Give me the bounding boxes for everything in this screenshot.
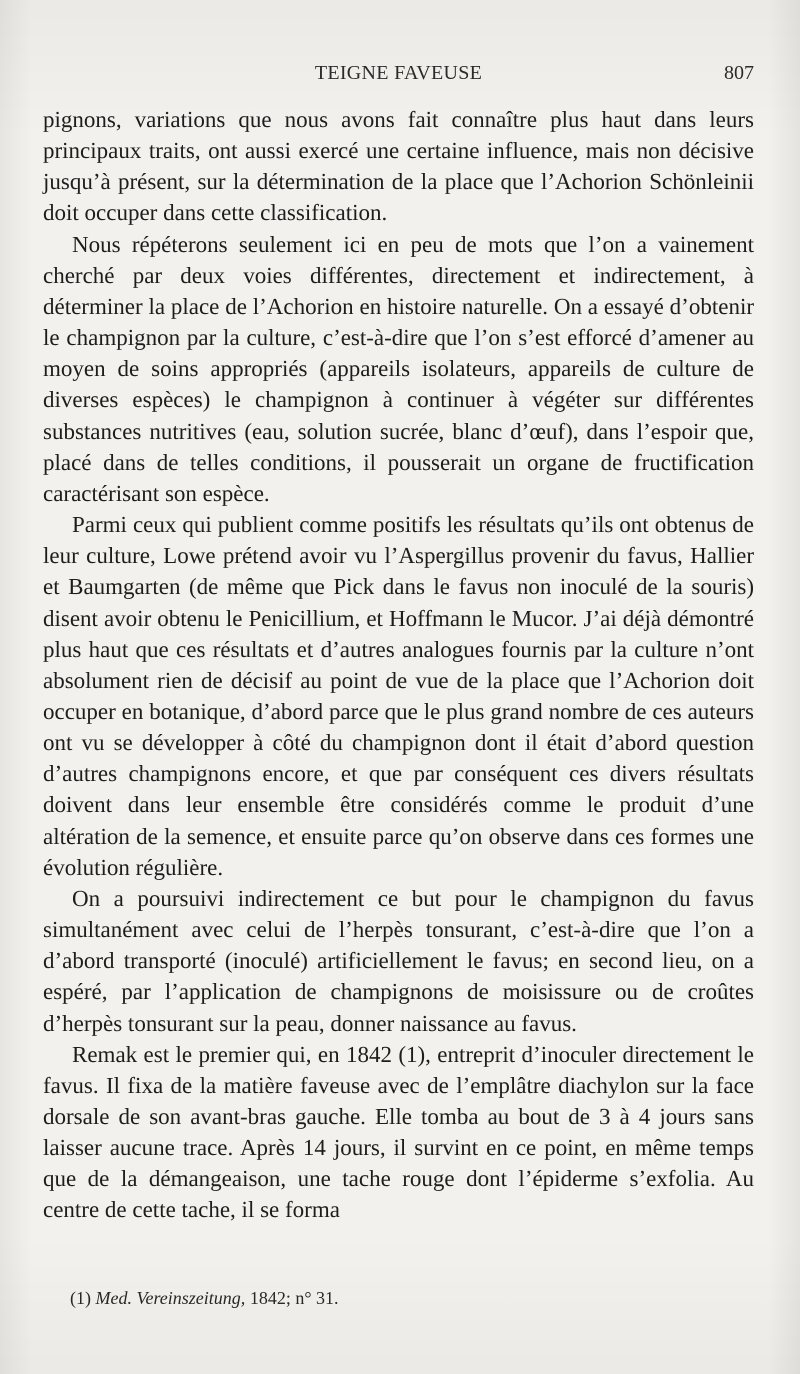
footnote-marker: (1): [70, 1288, 91, 1308]
footnote: [70, 1287, 720, 1309]
main-text: [43, 104, 754, 1226]
paragraph-3: Parmi ceux qui publient comme positifs les résultats qu’ils ont obtenus de leur culture, Lowe prétend avoir vu l’Aspergillus provenir du favus, Hallier et Baumgarten (de même que Pick dans le favus non inoculé de la souris) disent avoir obtenu le Penicillium, et Hoffmann le Mucor. J’ai déjà démontré plus haut que ces résultats et d’autres analogues fournis par la culture n’ont absolument rien de décisif au point de vue de la place que l’Achorion doit occuper en botanique, d’abord parce que le plus grand nombre de ces auteurs ont vu se développer à côté du champignon dont il était d’abord question d’autres champignons encore, et que par conséquent ces divers résultats doivent dans leur ensemble être considérés comme le produit d’une altération de la semence, et ensuite parce qu’on observe dans ces formes une évolution régulière.: [43, 512, 754, 880]
running-title: TEIGNE FAVEUSE: [314, 62, 483, 84]
footnote-source: Med. Vereinszeitung,: [95, 1288, 246, 1308]
paragraph-2: Nous répéterons seulement ici en peu de mots que l’on a vainement cherché par deux voies différentes, directement et indirectement, à déterminer la place de l’Achorion en histoire naturelle. On a essayé d’obtenir le champignon par la culture, c’est-à-dire que l’on s’est efforcé d’amener au moyen de soins appropriés (appareils isolateurs, appareils de culture de diverses espèces) le champignon à continuer à végéter sur différentes substances nutritives (eau, solution sucrée, blanc d’œuf), dans l’espoir que, placé dans de telles conditions, il pousserait un organe de fructification caractérisant son espèce.: [43, 231, 754, 506]
paragraph-1: pignons, variations que nous avons fait connaître plus haut dans leurs principaux traits, ont aussi exercé une certaine influence, mais non décisive jusqu’à présent, sur la détermination de la place que l’Achorion Schönleinii doit occuper dans cette classification.: [43, 107, 754, 226]
page-header: [43, 60, 754, 90]
footnote-details: 1842; n° 31.: [249, 1288, 339, 1308]
paragraph-5: Remak est le premier qui, en 1842 (1), entreprit d’inoculer directement le favus. Il fixa de la matière faveuse avec de l’emplâtre diachylon sur la face dorsale de son avant-bras gauche. Elle tomba au bout de 3 à 4 jours sans laisser aucune trace. Après 14 jours, il survint en ce point, en même temps que de la démangeaison, une tache rouge dont l’épiderme s’exfolia. Au centre de cette tache, il se forma: [43, 1041, 754, 1223]
page-number: 807: [724, 62, 754, 84]
paragraph-4: On a poursuivi indirectement ce but pour le champignon du favus simultanément avec celui de l’herpès tonsurant, c’est-à-dire que l’on a d’abord transporté (inoculé) artificiellement le favus; en second lieu, on a espéré, par l’application de champignons de moisissure ou de croûtes d’herpès tonsurant sur la peau, donner naissance au favus.: [43, 885, 754, 1036]
